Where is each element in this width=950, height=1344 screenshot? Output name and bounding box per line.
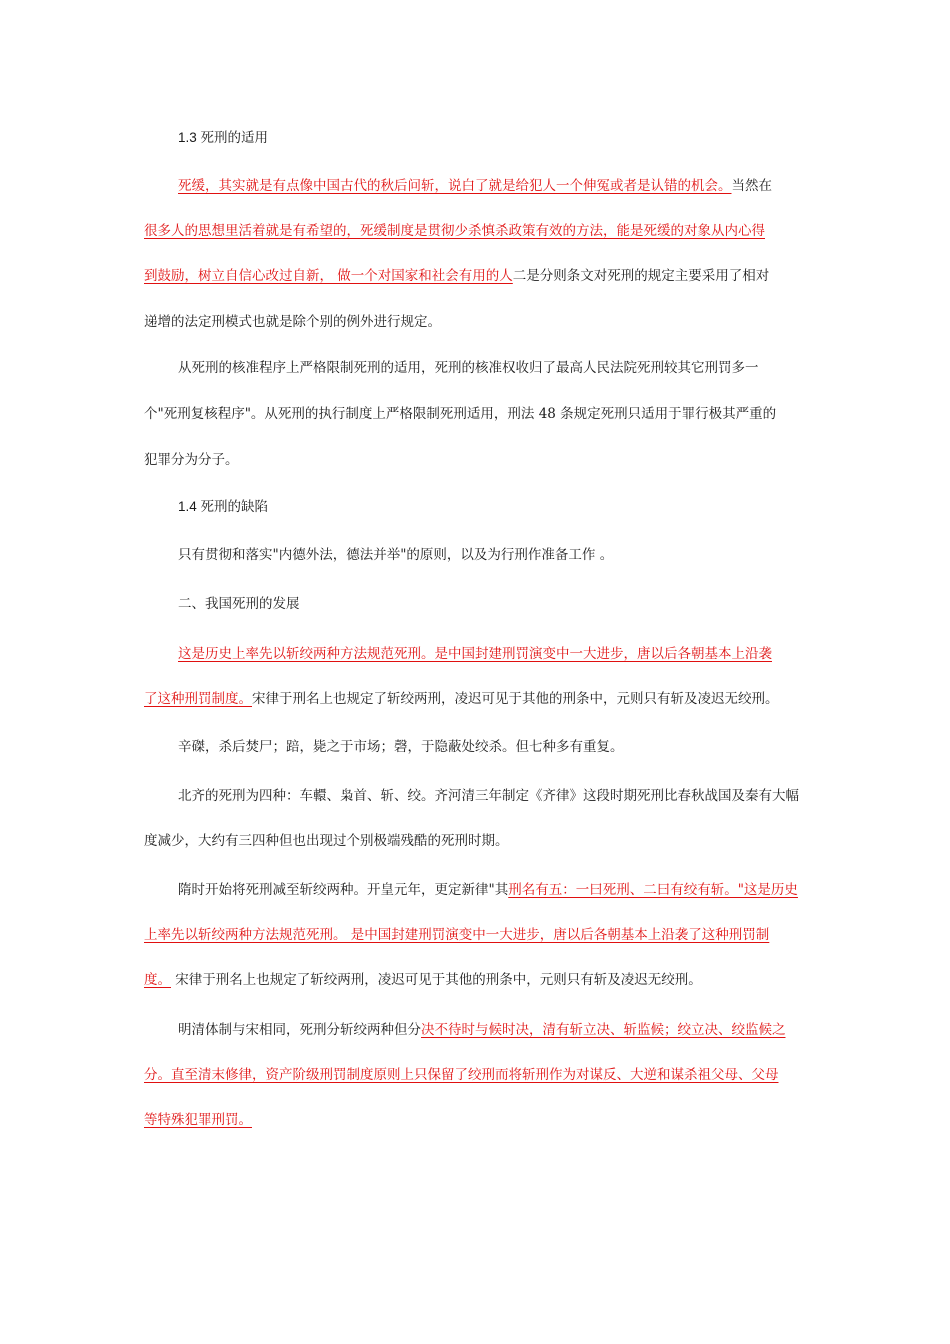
highlighted-text: 度。 xyxy=(144,972,171,988)
paragraph-line xyxy=(144,221,765,241)
paragraph-line: 辛磔，杀后焚尸；踣，毙之于市场；磬，于隐蔽处绞杀。但七种多有重复。 xyxy=(178,739,624,755)
paragraph-line: 只有贯彻和落实"内德外法，德法并举"的原则，以及为行刑作准备工作 。 xyxy=(178,547,614,563)
paragraph-line: 犯罪分为分子。 xyxy=(144,452,239,468)
highlighted-text: 了这种刑罚制度。 xyxy=(144,691,252,707)
body-text: 隋时开始将死刑减至斩绞两种。开皇元年，更定新律"其 xyxy=(178,882,509,898)
highlighted-text: 很多人的思想里活着就是有希望的，死缓制度是贯彻少杀慎杀政策有效的方法，能是死缓的对象从内心得 xyxy=(144,223,765,239)
paragraph-line xyxy=(144,266,769,286)
paragraph-line: 北齐的死刑为四种：车轘、枭首、斩、绞。齐河清三年制定《齐律》这段时期死刑比春秋战国及秦有大幅 xyxy=(178,788,799,804)
body-text: 明清体制与宋相同，死刑分斩绞两种但分 xyxy=(178,1022,421,1038)
highlighted-text: 等特殊犯罪刑罚。 xyxy=(144,1112,252,1128)
paragraph-line xyxy=(144,1065,779,1085)
paragraph-line xyxy=(144,689,779,709)
body-text: 宋律于刑名上也规定了斩绞两刑，凌迟可见于其他的刑条中，元则只有斩及凌迟无绞刑。 xyxy=(171,972,702,988)
body-text: 当然在 xyxy=(731,178,772,194)
highlighted-text: 决不待时与候时决，清有斩立决、斩监候；绞立决、绞监候之 xyxy=(421,1022,786,1038)
paragraph-line: 从死刑的核准程序上严格限制死刑的适用，死刑的核准权收归了最高人民法院死刑较其它刑罚多一 xyxy=(178,360,759,376)
paragraph-line xyxy=(144,925,769,945)
section-heading-1-4: 1.4 死刑的缺陷 xyxy=(178,499,269,514)
body-text: 宋律于刑名上也规定了斩绞两刑，凌迟可见于其他的刑条中，元则只有斩及凌迟无绞刑。 xyxy=(252,691,779,707)
section-heading-1-3: 1.3 死刑的适用 xyxy=(178,130,269,145)
paragraph-line xyxy=(178,880,798,900)
highlighted-text: 这是历史上率先以斩绞两种方法规范死刑。是中国封建刑罚演变中一大进步，唐以后各朝基本上沿袭 xyxy=(178,646,772,662)
paragraph-line xyxy=(178,1020,786,1040)
body-text: 二是分则条文对死刑的规定主要采用了相对 xyxy=(512,268,770,284)
section-heading-2: 二、我国死刑的发展 xyxy=(178,596,300,612)
highlighted-text: 分。直至清末修律，资产阶级刑罚制度原则上只保留了绞刑而将斩刑作为对谋反、大逆和谋杀祖父母、父母 xyxy=(144,1067,779,1083)
paragraph-line xyxy=(144,1110,252,1130)
paragraph-line xyxy=(144,970,702,990)
paragraph-line: 递增的法定刑模式也就是除个别的例外进行规定。 xyxy=(144,314,441,330)
paragraph-line: 个"死刑复核程序"。从死刑的执行制度上严格限制死刑适用，刑法 48 条规定死刑只适用于罪行极其严重的 xyxy=(144,406,777,422)
highlighted-text: 刑名有五：一曰死刑、二曰有绞有斩。"这是历史 xyxy=(508,882,798,898)
paragraph-line xyxy=(178,644,772,664)
paragraph-line xyxy=(178,176,772,196)
highlighted-text: 上率先以斩绞两种方法规范死刑。 是中国封建刑罚演变中一大进步，唐以后各朝基本上沿袭了这种刑罚制 xyxy=(144,927,770,943)
paragraph-line: 度减少，大约有三四种但也出现过个别极端残酷的死刑时期。 xyxy=(144,833,509,849)
highlighted-text: 死缓，其实就是有点像中国古代的秋后问斩，说白了就是给犯人一个伸冤或者是认错的机会。 xyxy=(178,178,732,194)
highlighted-text: 到鼓励，树立自信心改过自新， 做一个对国家和社会有用的人 xyxy=(144,268,513,284)
